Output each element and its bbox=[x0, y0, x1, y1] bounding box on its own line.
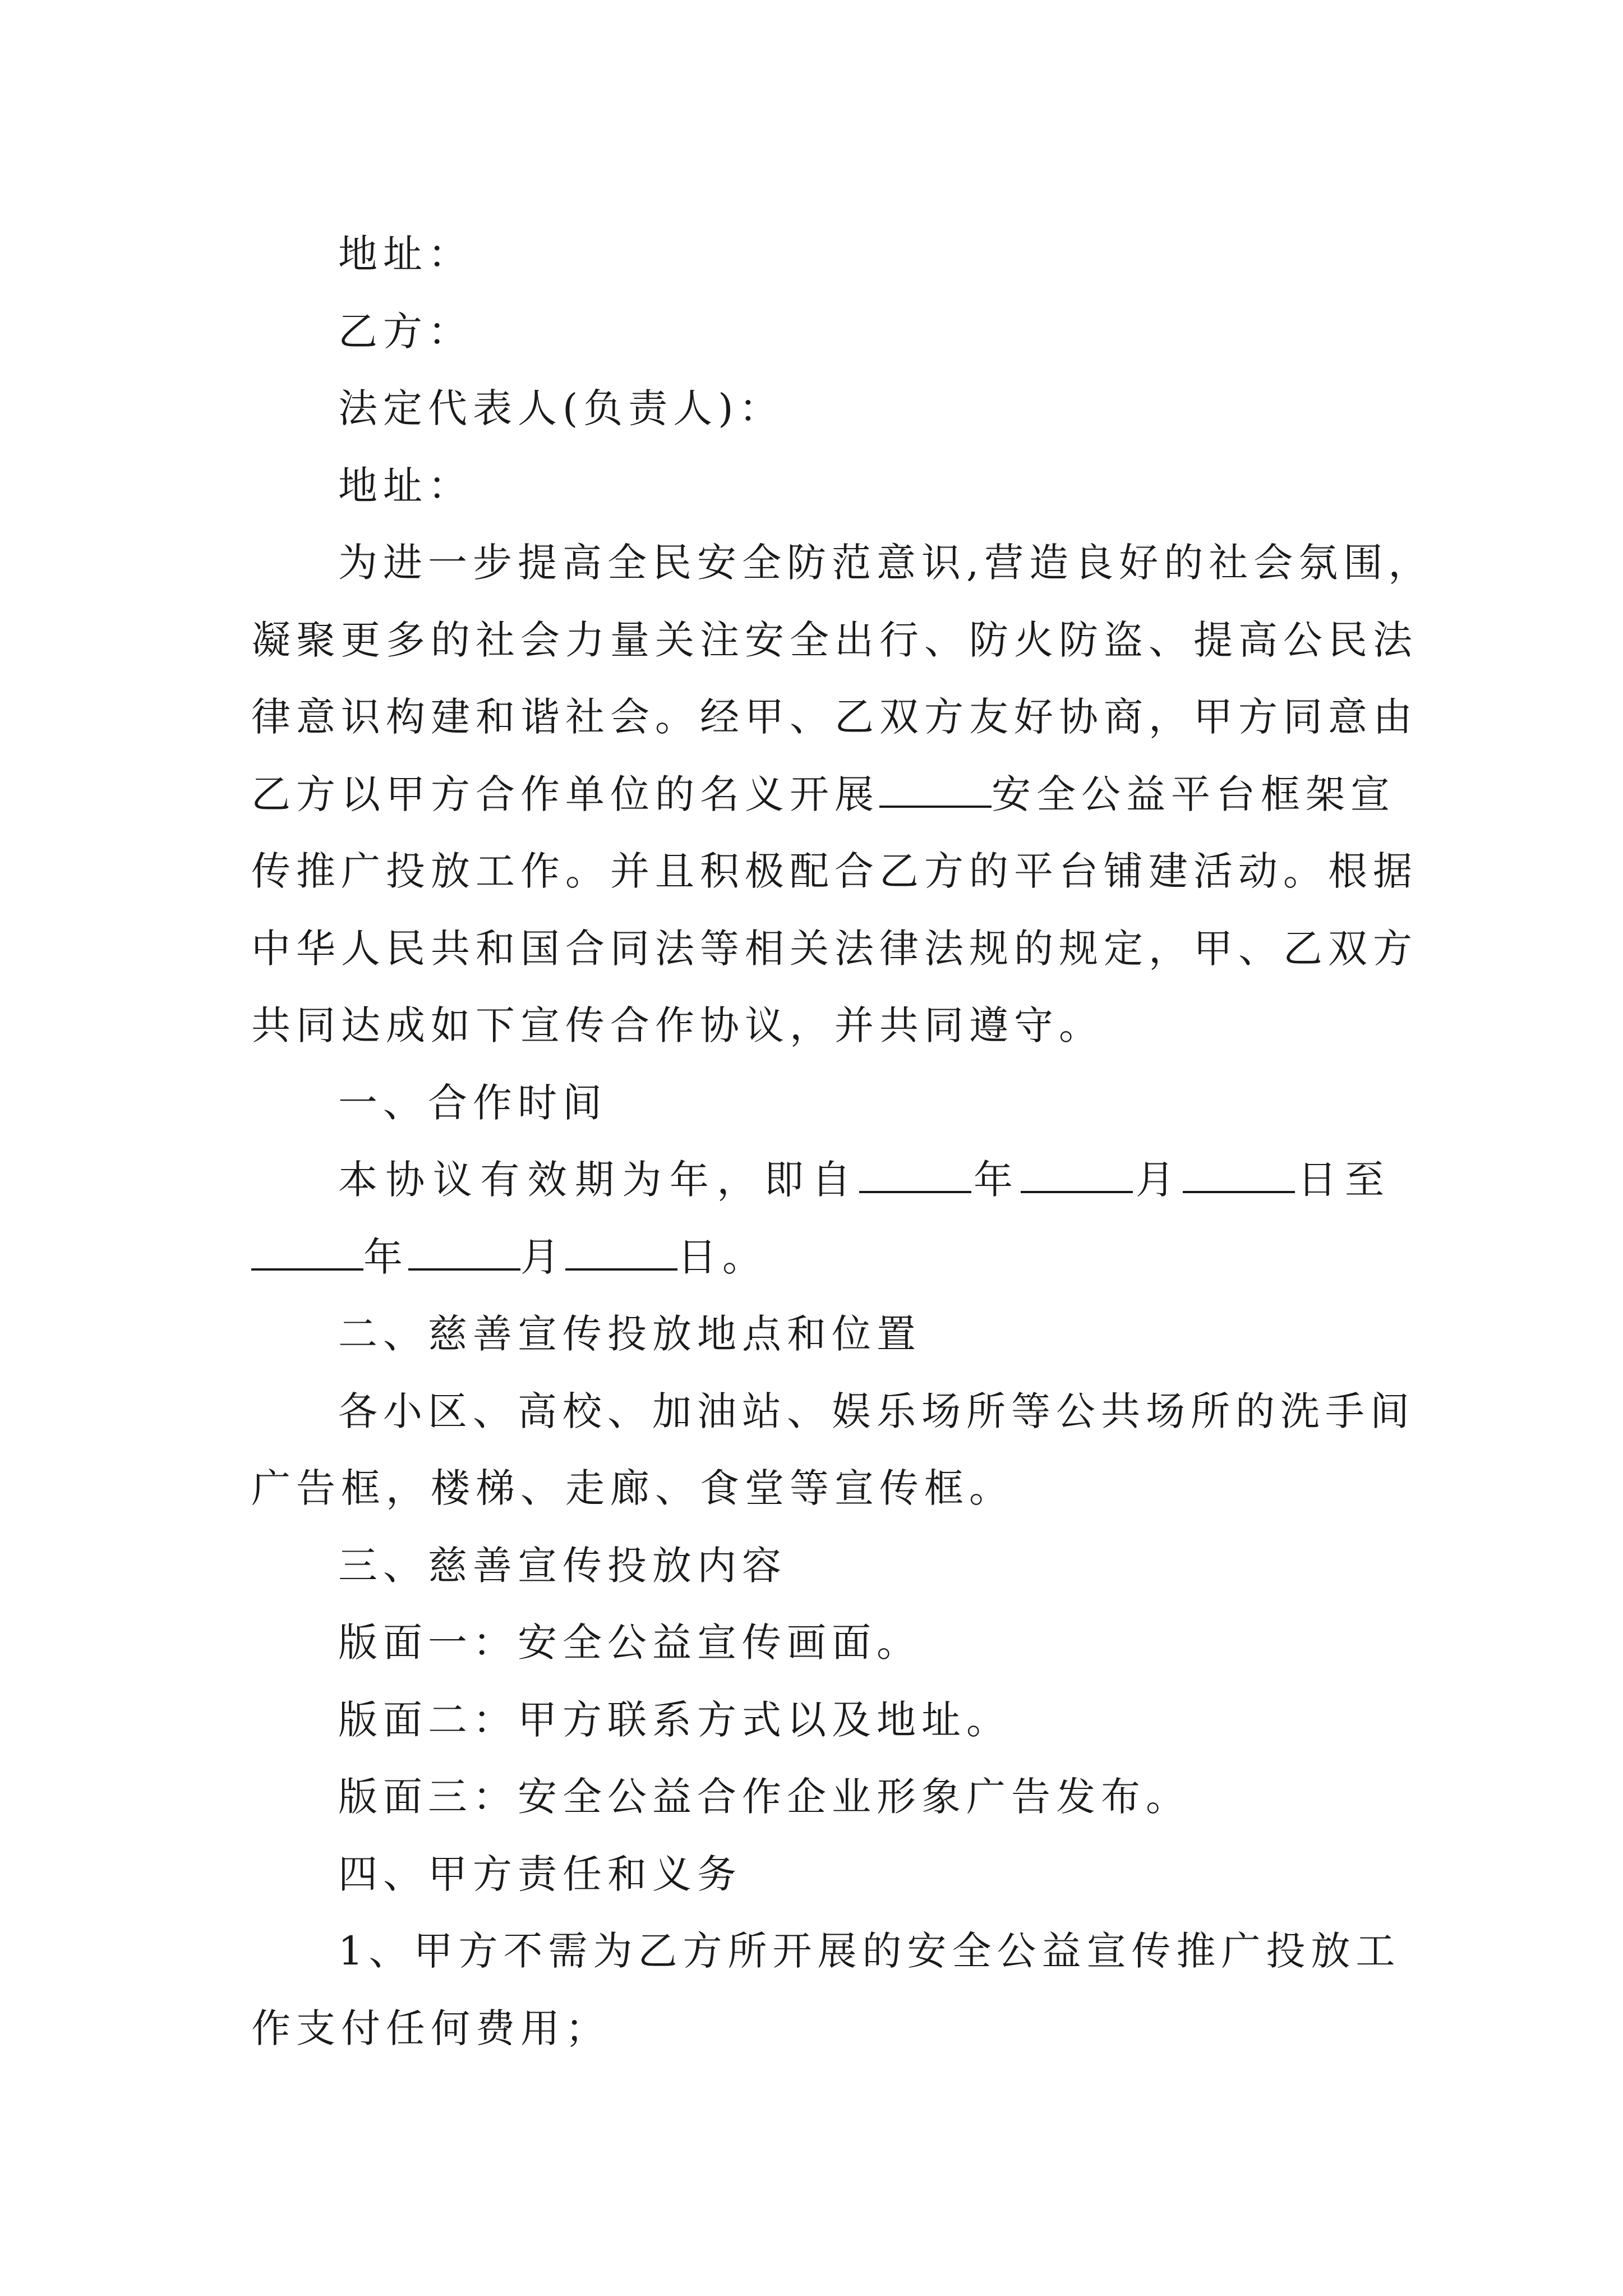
fill-in-blank bbox=[879, 766, 992, 808]
term-line bbox=[251, 1219, 1390, 1296]
layout-item-2 bbox=[251, 1682, 1390, 1759]
year-blank bbox=[251, 1229, 363, 1271]
party-b-label bbox=[251, 293, 1390, 371]
month-blank bbox=[1021, 1152, 1133, 1193]
day-blank bbox=[1183, 1152, 1295, 1193]
line-text: 作支付任何费用； bbox=[251, 2005, 610, 2051]
line-text: 版面二：甲方联系方式以及地址。 bbox=[338, 1696, 1011, 1743]
section-heading-3 bbox=[251, 1527, 1390, 1605]
section-heading-4 bbox=[251, 1836, 1390, 1913]
document-body bbox=[251, 216, 1433, 2067]
line-text: 二、慈善宣传投放地点和位置 bbox=[338, 1311, 921, 1357]
line-text: 月 bbox=[520, 1234, 565, 1280]
line-text: 地址： bbox=[338, 462, 473, 509]
layout-item-1 bbox=[251, 1604, 1390, 1682]
line-text: 日至 bbox=[1295, 1157, 1390, 1203]
line-text: 凝聚更多的社会力量关注安全出行、防火防盗、提高公民法 bbox=[251, 616, 1418, 663]
line-text: 律意识构建和谐社会。经甲、乙双方友好协商，甲方同意由 bbox=[251, 694, 1418, 740]
line-text: 月 bbox=[1133, 1157, 1183, 1203]
line-text: 三、慈善宣传投放内容 bbox=[338, 1542, 787, 1589]
intro-paragraph-line bbox=[251, 524, 1433, 602]
line-text: 地址： bbox=[338, 231, 473, 277]
line-text: 共同达成如下宣传合作协议，并共同遵守。 bbox=[251, 1002, 1104, 1048]
intro-paragraph-line bbox=[251, 756, 1395, 834]
line-text: 年 bbox=[971, 1157, 1021, 1203]
section-heading-1 bbox=[251, 1065, 1390, 1142]
intro-paragraph-line bbox=[251, 987, 1390, 1065]
line-text: 中华人民共和国合同法等相关法律法规的规定，甲、乙双方 bbox=[251, 925, 1418, 972]
intro-paragraph-line bbox=[251, 602, 1418, 679]
day-blank bbox=[565, 1229, 677, 1271]
line-text: 一、合作时间 bbox=[338, 1079, 607, 1126]
intro-paragraph-line bbox=[251, 833, 1418, 910]
line-text: 安全公益平台框架宣 bbox=[992, 771, 1395, 817]
line-text: 乙方： bbox=[338, 308, 473, 355]
line-text: 传推广投放工作。并且积极配合乙方的平台铺建活动。根据 bbox=[251, 848, 1418, 894]
line-text: 四、甲方责任和义务 bbox=[338, 1851, 742, 1897]
month-blank bbox=[408, 1229, 520, 1271]
line-text: 1、甲方不需为乙方所开展的安全公益宣传推广投放工 bbox=[338, 1928, 1401, 1974]
line-text: 乙方以甲方合作单位的名义开展 bbox=[251, 771, 879, 817]
legal-representative-label bbox=[251, 370, 1390, 448]
duty-item-1 bbox=[251, 1913, 1401, 1990]
intro-paragraph-line bbox=[251, 910, 1418, 988]
section-heading-2 bbox=[251, 1296, 1390, 1373]
year-blank bbox=[859, 1152, 971, 1193]
line-text: 版面三：安全公益合作企业形象广告发布。 bbox=[338, 1774, 1191, 1820]
line-text: 各小区、高校、加油站、娱乐场所等公共场所的洗手间 bbox=[338, 1388, 1415, 1434]
address-label-2 bbox=[251, 448, 1390, 525]
duty-item-1-continued bbox=[251, 1990, 1390, 2068]
line-text: 版面一：安全公益宣传画面。 bbox=[338, 1619, 921, 1665]
layout-item-3 bbox=[251, 1759, 1390, 1836]
locations-line bbox=[251, 1450, 1390, 1527]
line-text: 年 bbox=[363, 1234, 408, 1280]
line-text: 广告框，楼梯、走廊、食堂等宣传框。 bbox=[251, 1465, 1014, 1511]
term-line bbox=[251, 1142, 1390, 1219]
intro-paragraph-line bbox=[251, 679, 1418, 756]
line-text: 日。 bbox=[677, 1234, 767, 1280]
line-text: 本协议有效期为年，即自 bbox=[338, 1157, 859, 1203]
line-text: 为进一步提高全民安全防范意识,营造良好的社会氛围， bbox=[338, 540, 1433, 586]
line-text: 法定代表人(负责人)： bbox=[338, 385, 784, 431]
address-label-1 bbox=[251, 216, 1390, 293]
locations-line bbox=[251, 1373, 1415, 1451]
